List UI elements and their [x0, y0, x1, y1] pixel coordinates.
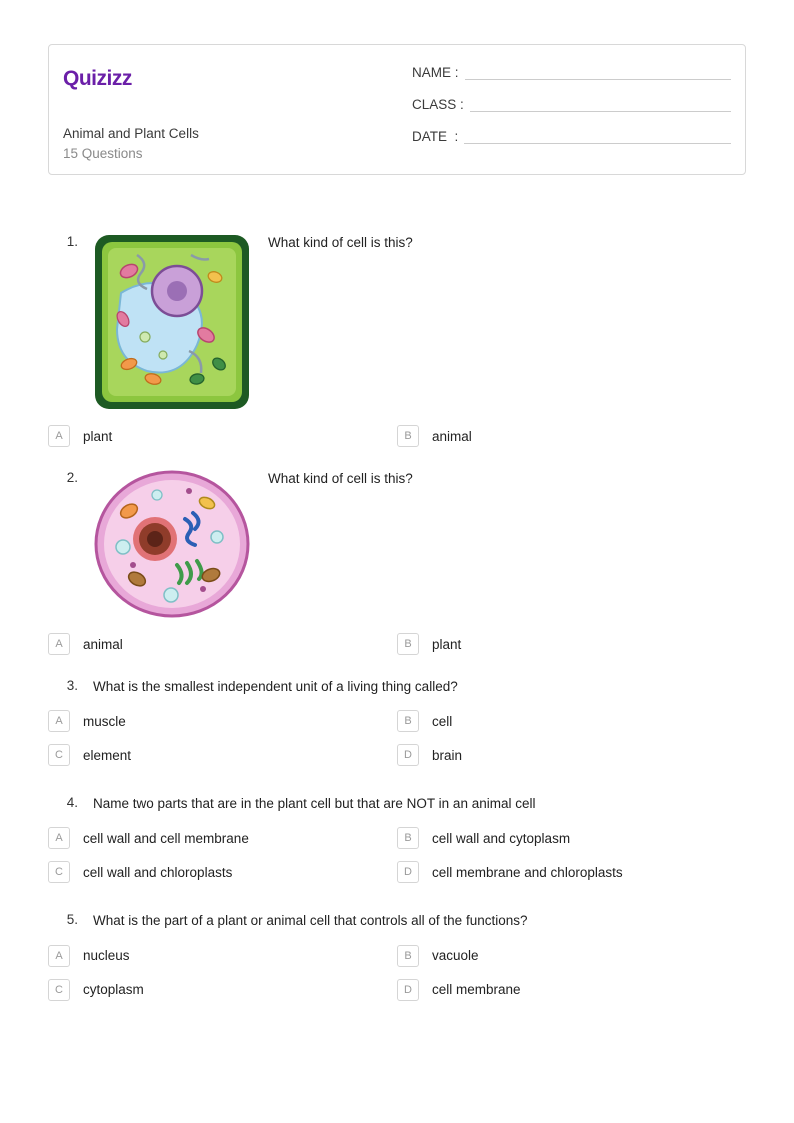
option-key: A [48, 710, 70, 732]
question-3-number: 3. [66, 678, 78, 693]
option-text: muscle [83, 713, 126, 729]
quizizz-logo [63, 63, 404, 93]
question-2-number: 2. [66, 470, 78, 485]
question-4-options [48, 827, 746, 895]
option-key: D [397, 861, 419, 883]
question-2-text: What kind of cell is this? [268, 471, 413, 486]
option-3-b[interactable] [397, 710, 746, 732]
option-4-b[interactable] [397, 827, 746, 849]
option-4-a[interactable] [48, 827, 397, 849]
question-1-head [48, 233, 746, 411]
option-key: B [397, 827, 419, 849]
option-text: cell wall and chloroplasts [83, 864, 233, 880]
option-key: C [48, 744, 70, 766]
logo-text: Quizizz [63, 66, 132, 90]
question-1-options [48, 425, 746, 459]
option-text: cell membrane [432, 982, 521, 998]
option-text: cell wall and cytoplasm [432, 830, 571, 846]
question-5-head [48, 911, 746, 930]
option-text: cell membrane and chloroplasts [432, 864, 623, 880]
option-text: vacuole [432, 948, 479, 964]
name-input-line[interactable] [465, 65, 731, 80]
option-text: animal [83, 636, 123, 652]
option-key: B [397, 633, 419, 655]
option-1-b[interactable] [397, 425, 746, 447]
option-key: A [48, 425, 70, 447]
option-text: nucleus [83, 948, 130, 964]
option-key: D [397, 744, 419, 766]
question-3-text: What is the smallest independent unit of a living thing called? [93, 679, 458, 694]
name-field-row [412, 65, 731, 80]
question-5 [48, 911, 746, 1012]
option-text: animal [432, 428, 472, 444]
question-2 [48, 469, 746, 667]
option-4-c[interactable] [48, 861, 397, 883]
question-5-number: 5. [66, 912, 78, 928]
option-2-b[interactable] [397, 633, 746, 655]
option-5-b[interactable] [397, 945, 746, 967]
option-text: plant [83, 428, 113, 444]
question-2-options [48, 633, 746, 667]
option-key: C [48, 979, 70, 1001]
option-5-c[interactable] [48, 979, 397, 1001]
option-3-d[interactable] [397, 744, 746, 766]
quiz-title: Animal and Plant Cells [63, 126, 199, 141]
date-field-row [412, 129, 731, 144]
question-4 [48, 794, 746, 895]
plant-cell-diagram [93, 233, 251, 411]
option-text: cell [432, 713, 453, 729]
class-input-line[interactable] [470, 97, 731, 112]
option-key: B [397, 945, 419, 967]
question-4-number: 4. [66, 795, 78, 811]
name-label: NAME : [412, 65, 459, 80]
option-key: C [48, 861, 70, 883]
class-field-row [412, 97, 731, 112]
quiz-question-count: 15 Questions [63, 146, 143, 161]
header-left [49, 45, 404, 174]
option-text: cell wall and cell membrane [83, 830, 249, 846]
question-1 [48, 233, 746, 459]
date-label: DATE : [412, 129, 459, 144]
option-2-a[interactable] [48, 633, 397, 655]
option-key: B [397, 425, 419, 447]
option-5-a[interactable] [48, 945, 397, 967]
option-text: cytoplasm [83, 982, 144, 998]
option-text: brain [432, 747, 463, 763]
question-4-head [48, 794, 746, 813]
option-key: B [397, 710, 419, 732]
header-fields [404, 45, 745, 174]
option-key: A [48, 945, 70, 967]
question-4-text: Name two parts that are in the plant cell but that are NOT in an animal cell [93, 796, 536, 812]
question-3-options [48, 710, 746, 778]
option-key: A [48, 633, 70, 655]
option-key: D [397, 979, 419, 1001]
class-label: CLASS : [412, 97, 464, 112]
option-text: plant [432, 636, 462, 652]
option-5-d[interactable] [397, 979, 746, 1001]
questions-list [48, 233, 746, 1013]
question-5-options [48, 945, 746, 1013]
date-input-line[interactable] [464, 129, 731, 144]
option-3-c[interactable] [48, 744, 397, 766]
worksheet-header [48, 44, 746, 175]
question-3 [48, 677, 746, 778]
option-text: element [83, 747, 132, 763]
option-3-a[interactable] [48, 710, 397, 732]
question-5-text: What is the part of a plant or animal cell that controls all of the functions? [93, 913, 528, 929]
question-1-number: 1. [66, 234, 78, 249]
question-2-head [48, 469, 746, 619]
option-key: A [48, 827, 70, 849]
question-3-head [48, 677, 746, 696]
option-4-d[interactable] [397, 861, 746, 883]
option-1-a[interactable] [48, 425, 397, 447]
animal-cell-diagram [93, 469, 251, 619]
question-1-text: What kind of cell is this? [268, 235, 413, 250]
